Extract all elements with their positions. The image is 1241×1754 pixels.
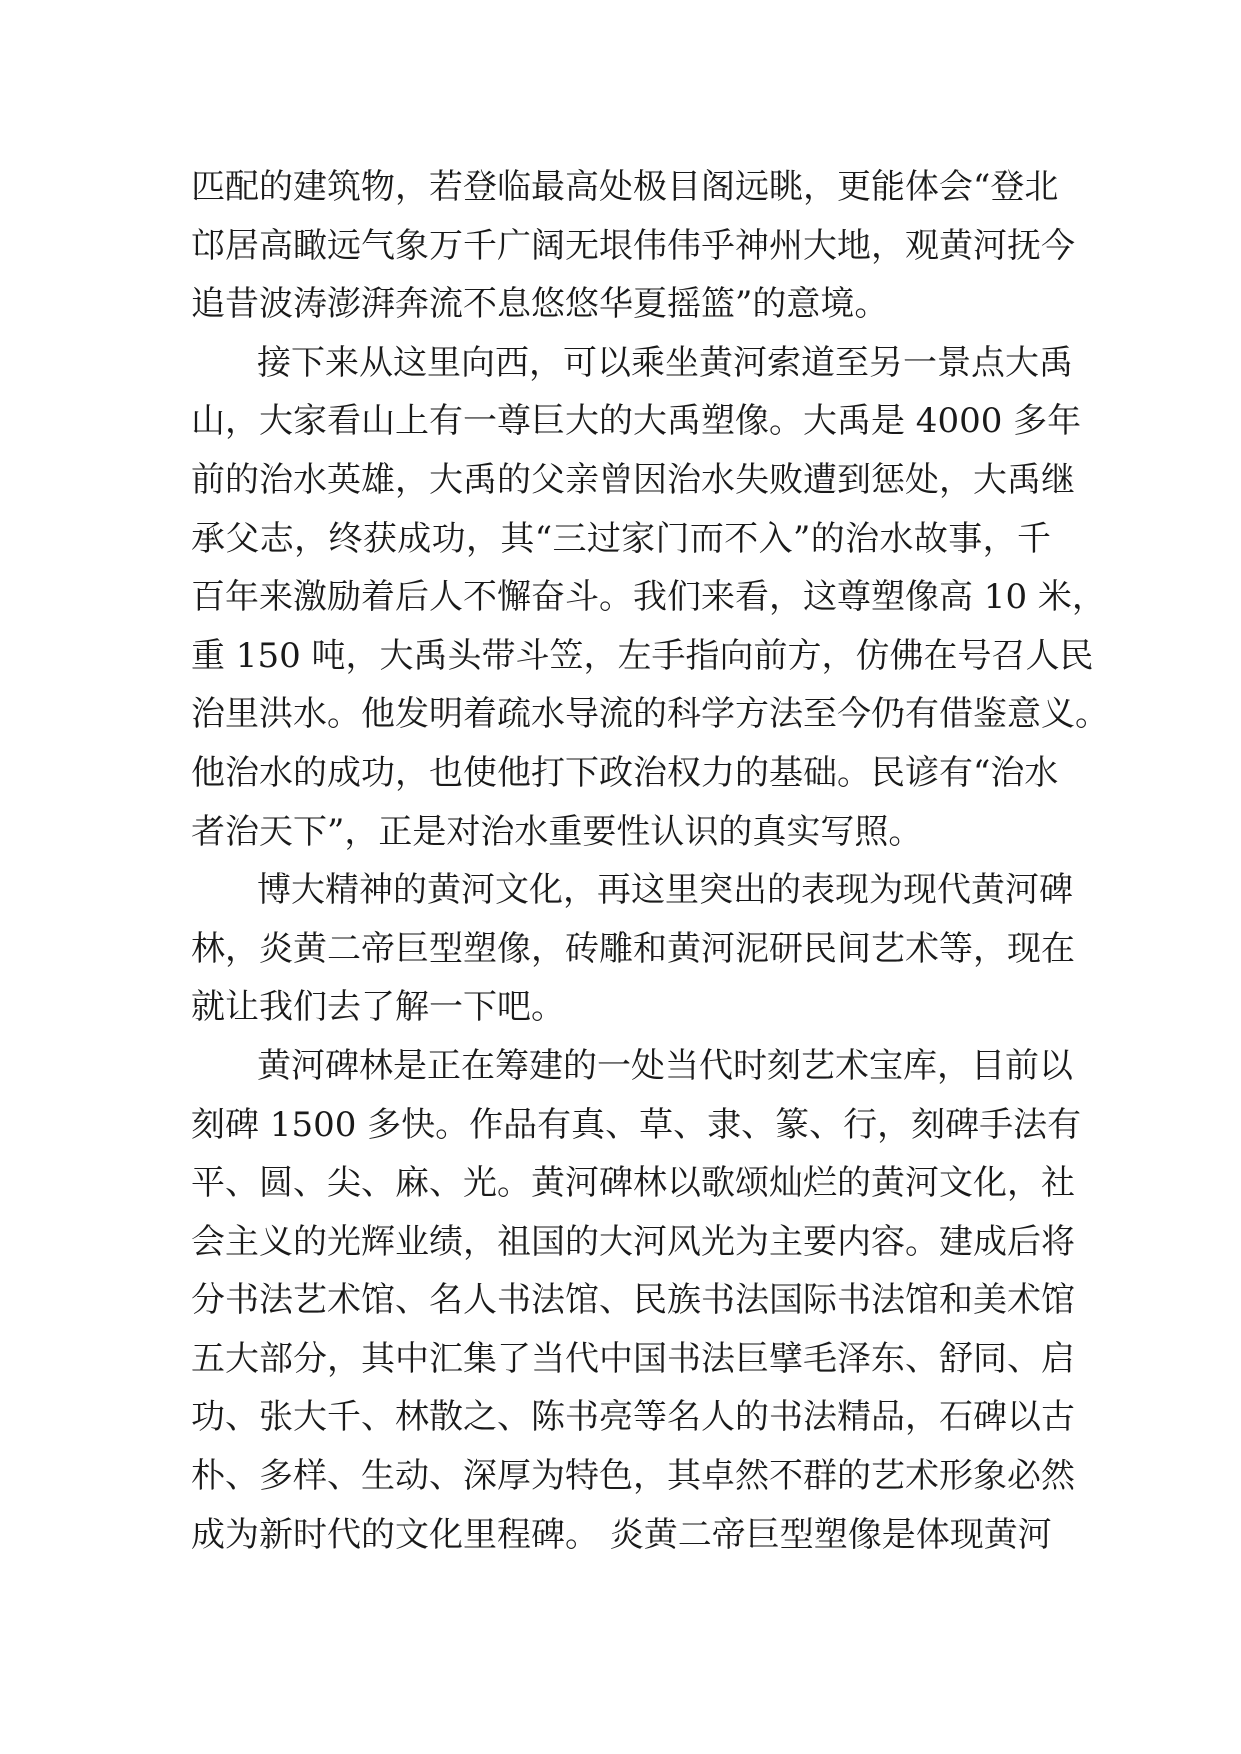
paragraph-4-line-6: 五大部分，其中汇集了当代中国书法巨擘毛泽东、舒同、启 [191, 1338, 1075, 1379]
paragraph-2-line-3: 前的治水英雄，大禹的父亲曾因治水失败遭到惩处，大禹继 [191, 459, 1075, 500]
paragraph-2-line-9: 者治天下”，正是对治水重要性认识的真实写照。 [191, 811, 923, 852]
paragraph-4-line-7: 功、张大千、林散之、陈书亮等名人的书法精品，石碑以古 [191, 1397, 1075, 1438]
paragraph-2-line-6: 重 150 吨，大禹头带斗笠，左手指向前方，仿佛在号召人民 [191, 635, 1094, 676]
paragraph-2-line-8: 他治水的成功，也使他打下政治权力的基础。民谚有“治水 [191, 752, 1059, 793]
paragraph-4-line-3: 平、圆、尖、麻、光。黄河碑林以歌颂灿烂的黄河文化，社 [191, 1163, 1075, 1204]
paragraph-4-line-5: 分书法艺术馆、名人书法馆、民族书法国际书法馆和美术馆 [191, 1280, 1075, 1321]
paragraph-2-line-4: 承父志，终获成功，其“三过家门而不入”的治水故事，千 [191, 518, 1051, 559]
paragraph-1-line-2: 邙居高瞰远气象万千广阔无垠伟伟乎神州大地，观黄河抚今 [191, 225, 1075, 266]
paragraph-2-line-2: 山，大家看山上有一尊巨大的大禹塑像。大禹是 4000 多年 [191, 401, 1082, 442]
document-body [191, 158, 1109, 1564]
paragraph-4-line-4: 会主义的光辉业绩，祖国的大河风光为主要内容。建成后将 [191, 1221, 1075, 1262]
paragraph-2-line-5: 百年来激励着后人不懈奋斗。我们来看，这尊塑像高 10 米， [191, 577, 1106, 618]
paragraph-2-line-7: 治里洪水。他发明着疏水导流的科学方法至今仍有借鉴意义。 [191, 694, 1109, 735]
paragraph-3-line-1: 博大精神的黄河文化，再这里突出的表现为现代黄河碑 [257, 870, 1073, 911]
paragraph-4-line-8: 朴、多样、生动、深厚为特色，其卓然不群的艺术形象必然 [191, 1456, 1075, 1497]
paragraph-2-line-1: 接下来从这里向西，可以乘坐黄河索道至另一景点大禹 [257, 342, 1073, 383]
paragraph-3-line-2: 林，炎黄二帝巨型塑像，砖雕和黄河泥研民间艺术等，现在 [191, 928, 1075, 969]
paragraph-1-line-1: 匹配的建筑物，若登临最高处极目阁远眺，更能体会“登北 [191, 167, 1059, 207]
paragraph-1-line-3: 追昔波涛澎湃奔流不息悠悠华夏摇篮”的意境。 [191, 284, 889, 325]
paragraph-4-line-9: 成为新时代的文化里程碑。 炎黄二帝巨型塑像是体现黄河 [191, 1514, 1052, 1555]
paragraph-4-line-2: 刻碑 1500 多快。作品有真、草、隶、篆、行，刻碑手法有 [191, 1104, 1082, 1145]
paragraph-3-line-3: 就让我们去了解一下吧。 [191, 987, 565, 1028]
paragraph-4-line-1: 黄河碑林是正在筹建的一处当代时刻艺术宝库，目前以 [257, 1045, 1073, 1086]
